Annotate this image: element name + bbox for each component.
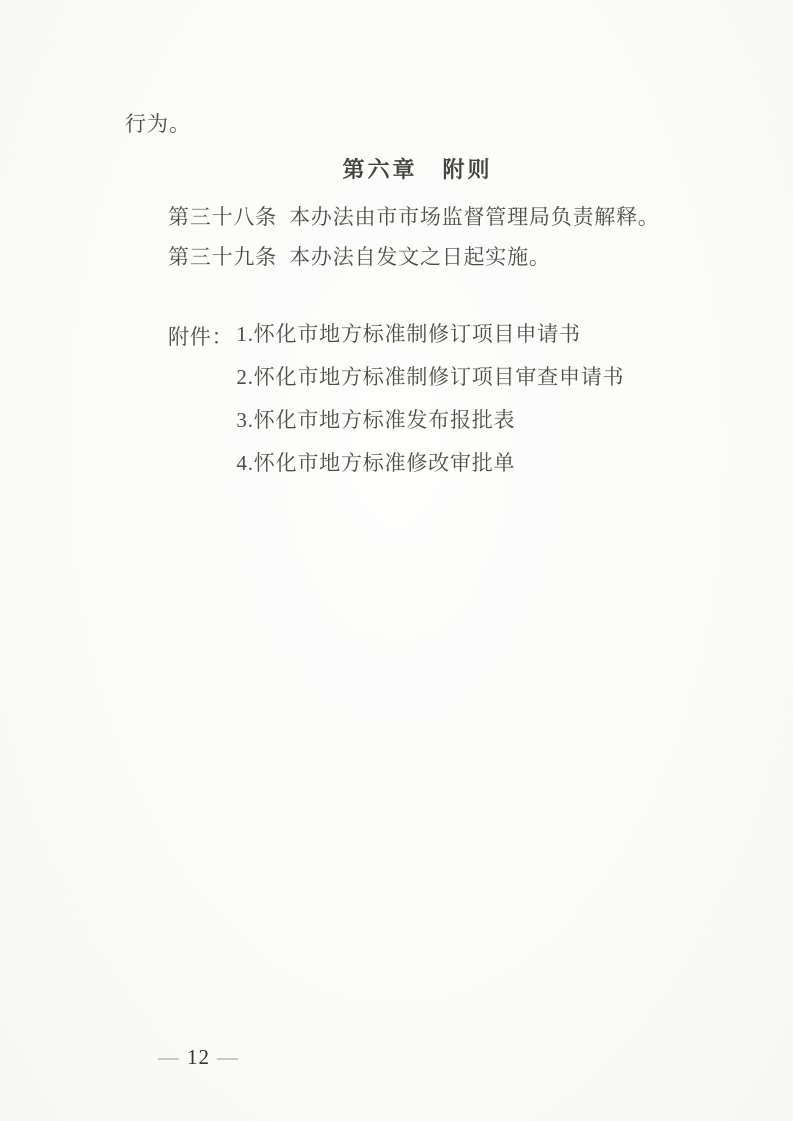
attachments-label: 附件：	[168, 325, 234, 349]
attachment-item-2: 2.怀化市地方标准制修订项目审查申请书	[236, 365, 625, 389]
paragraph-ending-text: 行为。	[125, 112, 191, 136]
article-38-line: 第三十八条 本办法由市市场监督管理局负责解释。	[168, 205, 660, 229]
attachment-item-4: 4.怀化市地方标准修改审批单	[236, 451, 516, 475]
page-number-value: 12	[187, 1045, 210, 1069]
page-number	[126, 1020, 246, 1095]
page-number-left-dash: —	[158, 1045, 180, 1069]
chapter-heading: 第六章 附则	[342, 157, 493, 182]
attachment-item-1: 1.怀化市地方标准制修订项目申请书	[236, 322, 581, 346]
page-number-right-dash: —	[217, 1045, 239, 1069]
attachments-block	[168, 321, 624, 493]
article-39-line: 第三十九条 本办法自发文之日起实施。	[168, 245, 551, 269]
attachments-list	[236, 321, 624, 493]
attachment-item-3: 3.怀化市地方标准发布报批表	[236, 408, 516, 432]
